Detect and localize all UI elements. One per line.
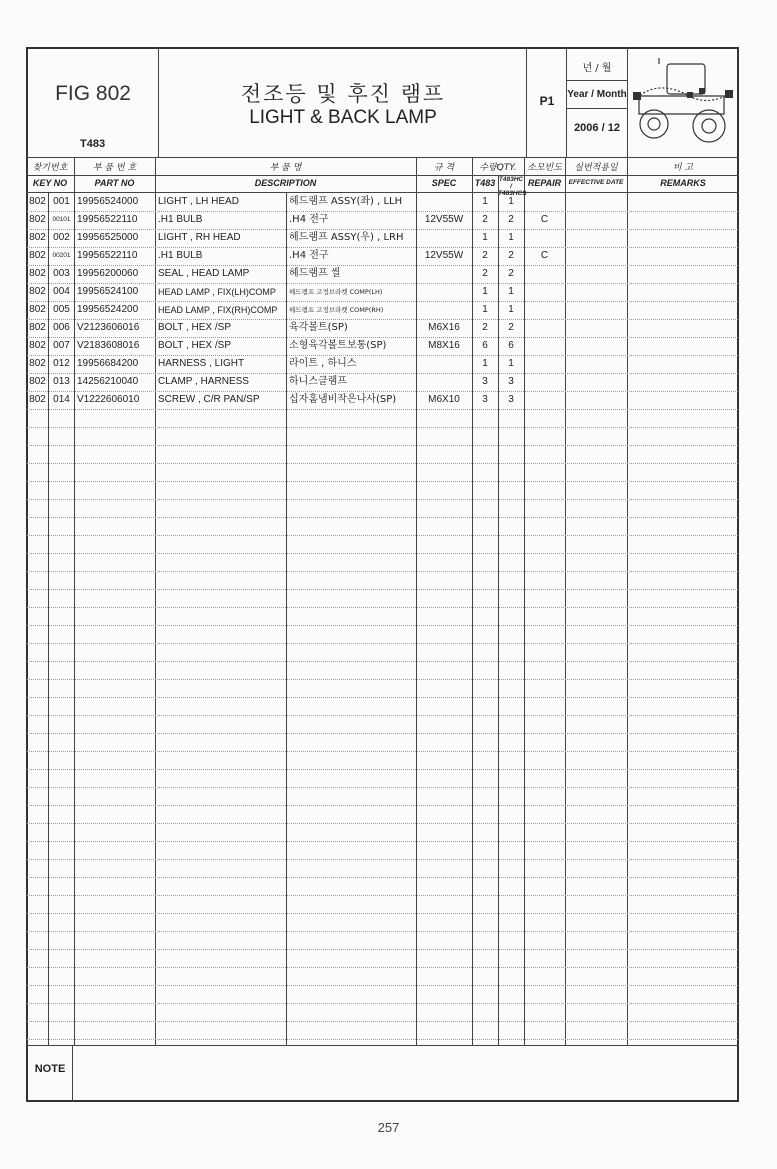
col-desc-ko: 부 품 명 (269, 163, 302, 173)
cell-fig: 802 (29, 250, 46, 261)
cell-desc-en: .H1 BULB (158, 250, 203, 261)
cell-fig: 802 (29, 322, 46, 333)
cell-key: 013 (53, 376, 70, 387)
cell-spec: M6X10 (428, 394, 460, 405)
page-number: 257 (377, 1120, 400, 1135)
col-qty-ko: 수량QTY. (479, 163, 517, 173)
cell-repair (524, 283, 565, 301)
ruled-line (27, 643, 738, 644)
ruled-line (27, 895, 738, 896)
cell-desc-en: CLAMP , HARNESS (158, 376, 249, 387)
cell-fig: 802 (29, 340, 46, 351)
cell-fig: 802 (29, 268, 46, 279)
model-code: T483 (80, 138, 106, 150)
ruled-line (27, 913, 738, 914)
cell-repair (524, 265, 565, 283)
cell-q2: 2 (508, 322, 514, 333)
cell-q1: 1 (482, 358, 488, 369)
header-bottom-line (26, 157, 739, 158)
cell-part: 19956200060 (77, 268, 139, 279)
cell-key: 012 (53, 358, 70, 369)
col-part-en: PART NO (94, 178, 135, 188)
ruled-line (27, 751, 738, 752)
col-qty-t483: T483 (474, 178, 496, 188)
col-repair-ko: 소모빈도 (527, 163, 562, 173)
cell-key: 005 (53, 304, 70, 315)
cell-q2: 3 (508, 394, 514, 405)
ruled-line (27, 283, 738, 284)
cell-fig: 802 (29, 196, 46, 207)
col-eff-ko: 실번적용일 (574, 163, 618, 173)
ruled-line (27, 391, 738, 392)
col-part-ko: 부 품 번 호 (92, 163, 137, 173)
cell-q1: 1 (482, 286, 488, 297)
ruled-line (27, 1003, 738, 1004)
page-code: P1 (539, 94, 555, 108)
ruled-line (27, 1039, 738, 1040)
cell-desc-en: .H1 BULB (158, 214, 203, 225)
table-column-line (155, 157, 156, 1045)
col-qty-t483hc: T483HC / T483HCS (498, 176, 527, 197)
cell-part: V2123606016 (77, 322, 140, 333)
cell-desc-en: BOLT , HEX /SP (158, 322, 231, 333)
cell-part: V2183608016 (77, 340, 140, 351)
ruled-line (27, 265, 738, 266)
cell-desc-en: BOLT , HEX /SP (158, 340, 231, 351)
ruled-line (27, 319, 738, 320)
cell-q1: 1 (482, 304, 488, 315)
ruled-line (27, 841, 738, 842)
ruled-line (27, 517, 738, 518)
ruled-line (27, 337, 738, 338)
cell-key: 001 (53, 196, 70, 207)
header-divider (158, 47, 159, 157)
col-spec-en: SPEC (431, 178, 457, 188)
col-spec-ko: 규 격 (433, 163, 455, 173)
cell-desc-en: HEAD LAMP , FIX(LH)COMP (158, 287, 276, 297)
header-divider (566, 80, 627, 81)
title-korean: 전조등 및 후진 램프 (240, 82, 446, 106)
cell-repair (524, 319, 565, 337)
col-remarks-ko: 비 고 (672, 163, 694, 173)
cell-q2: 2 (508, 214, 514, 225)
cell-desc-ko: 헤드램프 ASSY(우) , LRH (289, 232, 404, 243)
cell-desc-en: HEAD LAMP , FIX(RH)COMP (158, 305, 278, 315)
cell-spec: M8X16 (428, 340, 460, 351)
col-repair-en: REPAIR (527, 178, 562, 188)
cell-spec (416, 193, 472, 211)
cell-desc-en: LIGHT , LH HEAD (158, 196, 239, 207)
cell-key: 006 (53, 322, 70, 333)
ruled-line (27, 553, 738, 554)
ruled-line (27, 769, 738, 770)
ruled-line (27, 409, 738, 410)
cell-fig: 802 (29, 214, 46, 225)
ruled-line (27, 229, 738, 230)
ruled-line (27, 445, 738, 446)
cell-desc-ko: 헤드램프 ASSY(좌) , LLH (289, 196, 403, 207)
cell-repair (524, 229, 565, 247)
ruled-line (27, 607, 738, 608)
ruled-line (27, 571, 738, 572)
cell-repair: C (540, 250, 549, 261)
ruled-line (27, 967, 738, 968)
ruled-line (27, 985, 738, 986)
cell-spec (416, 229, 472, 247)
ruled-line (27, 481, 738, 482)
cell-spec (416, 283, 472, 301)
column-header-line (26, 175, 739, 176)
cell-key: 002 (53, 232, 70, 243)
cell-desc-en: SEAL , HEAD LAMP (158, 268, 250, 279)
cell-q1: 3 (482, 376, 488, 387)
ruled-line (27, 247, 738, 248)
cell-part: V1222606010 (77, 394, 140, 405)
ruled-line (27, 499, 738, 500)
ruled-line (27, 211, 738, 212)
cell-spec (416, 373, 472, 391)
cell-key: 014 (53, 394, 70, 405)
ruled-line (27, 931, 738, 932)
ruled-line (27, 715, 738, 716)
cell-q2: 1 (508, 232, 514, 243)
cell-desc-ko: 소형육각볼트보통(SP) (289, 340, 387, 351)
cell-q2: 1 (508, 304, 514, 315)
cell-q2: 1 (508, 286, 514, 297)
cell-q1: 6 (482, 340, 488, 351)
cell-spec: 12V55W (424, 250, 464, 261)
cell-desc-ko: 헤드램프 고정브라켓 COMP(LH) (289, 288, 383, 296)
fig-number: FIG 802 (55, 82, 131, 105)
ruled-line (27, 1021, 738, 1022)
ruled-line (27, 355, 738, 356)
cell-q2: 1 (508, 196, 514, 207)
cell-spec (416, 301, 472, 319)
ruled-line (27, 949, 738, 950)
cell-part: 19956525000 (77, 232, 139, 243)
cell-part: 19956524000 (77, 196, 139, 207)
issue-date: 2006 / 12 (574, 122, 620, 134)
cell-fig: 802 (29, 232, 46, 243)
cell-key: 004 (53, 286, 70, 297)
ruled-line (27, 859, 738, 860)
ruled-line (27, 697, 738, 698)
ruled-line (27, 427, 738, 428)
cell-repair (524, 355, 565, 373)
cell-part: 19956524100 (77, 286, 139, 297)
cell-desc-ko: .H4 전구 (289, 214, 329, 225)
ruled-line (27, 373, 738, 374)
cell-spec (416, 265, 472, 283)
col-key-en: KEY NO (32, 178, 68, 188)
ruled-line (27, 733, 738, 734)
cell-repair (524, 193, 565, 211)
cell-part: 19956522110 (77, 214, 138, 225)
ruled-line (27, 787, 738, 788)
ruled-line (27, 679, 738, 680)
cell-repair (524, 337, 565, 355)
ruled-line (27, 301, 738, 302)
cell-repair: C (540, 214, 549, 225)
col-desc-en: DESCRIPTION (254, 178, 317, 188)
cell-desc-ko: 헤드램프 고정브라켓 COMP(RH) (289, 306, 384, 314)
cell-desc-ko: 하니스클램프 (289, 376, 347, 387)
cell-desc-en: SCREW , C/R PAN/SP (158, 394, 260, 405)
ruled-line (27, 805, 738, 806)
cell-fig: 802 (29, 304, 46, 315)
cell-q2: 2 (508, 268, 514, 279)
tractor-diagram-icon (629, 56, 737, 146)
cell-part: 19956684200 (77, 358, 139, 369)
ruled-line (27, 463, 738, 464)
cell-repair (524, 373, 565, 391)
title-english: LIGHT & BACK LAMP (249, 107, 437, 128)
cell-repair (524, 391, 565, 409)
year-month-label: Year / Month (567, 89, 627, 100)
cell-q1: 2 (482, 214, 488, 225)
cell-q1: 2 (482, 268, 488, 279)
cell-q1: 1 (482, 196, 488, 207)
cell-q1: 1 (482, 232, 488, 243)
cell-q1: 2 (482, 250, 488, 261)
cell-fig: 802 (29, 394, 46, 405)
cell-fig: 802 (29, 286, 46, 297)
cell-repair (524, 301, 565, 319)
ruled-line (27, 877, 738, 878)
table-column-line (565, 157, 566, 1045)
cell-key: 007 (53, 340, 70, 351)
cell-part: 19956524200 (77, 304, 139, 315)
cell-key: 003 (53, 268, 70, 279)
cell-key: 00201 (52, 252, 71, 259)
cell-part: 19956522110 (77, 250, 138, 261)
cell-desc-en: HARNESS , LIGHT (158, 358, 245, 369)
cell-q1: 3 (482, 394, 488, 405)
cell-desc-ko: 십자홈냄비작은나사(SP) (289, 394, 397, 405)
ruled-line (27, 625, 738, 626)
ruled-line (27, 661, 738, 662)
cell-q2: 3 (508, 376, 514, 387)
cell-desc-ko: 헤드램프 씰 (289, 268, 341, 279)
col-remarks-en: REMARKS (660, 178, 706, 188)
cell-q2: 1 (508, 358, 514, 369)
cell-desc-en: LIGHT , RH HEAD (158, 232, 241, 243)
cell-fig: 802 (29, 358, 46, 369)
cell-part: 14256210040 (77, 376, 139, 387)
table-column-line (627, 157, 628, 1045)
cell-desc-ko: .H4 전구 (289, 250, 329, 261)
cell-spec: 12V55W (424, 214, 464, 225)
header-divider (627, 47, 628, 157)
year-month-korean: 년 / 월 (582, 63, 612, 74)
cell-spec: M6X16 (428, 322, 460, 333)
cell-q2: 6 (508, 340, 514, 351)
ruled-line (27, 823, 738, 824)
ruled-line (27, 535, 738, 536)
note-separator (26, 1045, 739, 1046)
note-label: NOTE (34, 1063, 66, 1075)
header-divider (566, 108, 627, 109)
cell-desc-ko: 육각볼트(SP) (289, 322, 348, 333)
cell-q2: 2 (508, 250, 514, 261)
col-key-ko: 찾기번호 (32, 163, 68, 173)
cell-fig: 802 (29, 376, 46, 387)
cell-spec (416, 355, 472, 373)
cell-key: 00101 (52, 216, 71, 223)
table-column-line (74, 157, 75, 1045)
col-eff-en: EFFECTIVE DATE (568, 179, 624, 186)
ruled-line (27, 589, 738, 590)
cell-q1: 2 (482, 322, 488, 333)
cell-desc-ko: 라이트 , 하니스 (289, 358, 357, 369)
